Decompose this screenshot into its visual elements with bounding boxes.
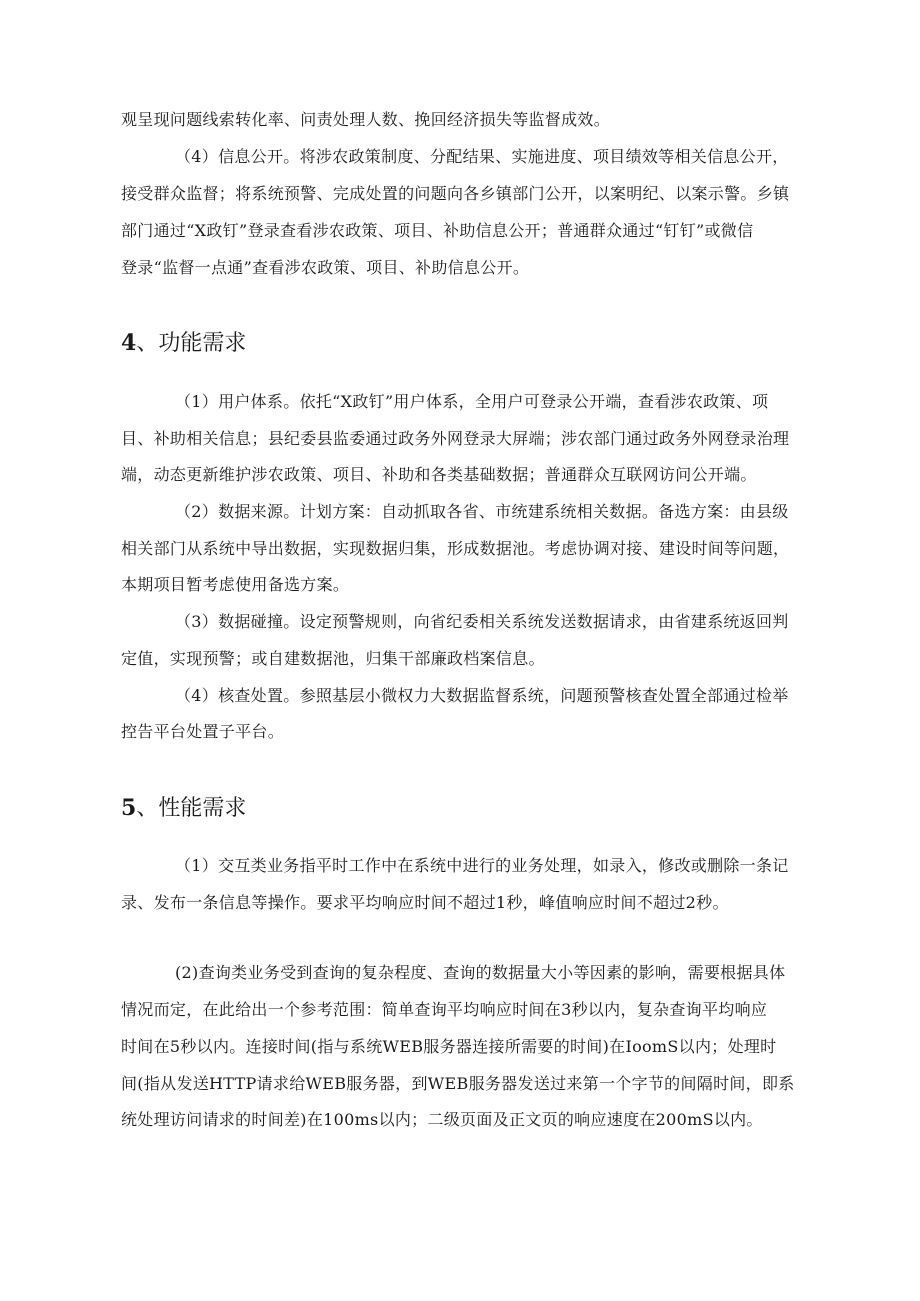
paragraph-line: （4）信息公开。将涉农政策制度、分配结果、实施进度、项目绩效等相关信息公开， (175, 147, 789, 166)
section-title: 、功能需求 (136, 331, 247, 356)
section-title: 、性能需求 (136, 796, 247, 821)
paragraph-line: 部门通过“X政钉”登录查看涉农政策、项目、补助信息公开；普通群众通过“钉钉”或微信 (121, 221, 754, 240)
section-heading-4 (121, 329, 246, 358)
paragraph-line: 统处理访问请求的时间差)在100ms以内；二级页面及正文页的响应速度在200mS以内。 (121, 1110, 763, 1129)
paragraph-line: （2）数据来源。计划方案：自动抓取各省、市统建系统相关数据。备选方案：由县级 (175, 502, 789, 521)
section-number: 4 (121, 330, 137, 356)
paragraph-line: 时间在5秒以内。连接时间(指与系统WEB服务器连接所需要的时间)在IoomS以内；处理时 (121, 1037, 777, 1056)
paragraph-line: (2)查询类业务受到查询的复杂程度、查询的数据量大小等因素的影响，需要根据具体 (175, 963, 786, 982)
paragraph-line: 本期项目暂考虑使用备选方案。 (121, 575, 350, 594)
paragraph-line: 端，动态更新维护涉农政策、项目、补助和各类基础数据；普通群众互联网访问公开端。 (121, 465, 757, 484)
paragraph-line: （1）交互类业务指平时工作中在系统中进行的业务处理，如录入，修改或删除一条记 (175, 856, 789, 875)
paragraph-line: 相关部门从系统中导出数据，实现数据归集，形成数据池。考虑协调对接、建设时间等问题， (121, 539, 790, 558)
paragraph-line: 情况而定，在此给出一个参考范围：简单查询平均响应时间在3秒以内，复杂查询平均响应 (121, 1000, 768, 1019)
paragraph-line: 接受群众监督；将系统预警、完成处置的问题向各乡镇部门公开，以案明纪、以案示警。乡镇 (121, 184, 790, 203)
section-number: 5 (121, 795, 137, 821)
paragraph-line: （3）数据碰撞。设定预警规则，向省纪委相关系统发送数据请求，由省建系统返回判 (175, 612, 789, 631)
paragraph-line: 观呈现问题线索转化率、问责处理人数、挽回经济损失等监督成效。 (121, 110, 611, 129)
paragraph-line: （4）核查处置。参照基层小微权力大数据监督系统，问题预警核查处置全部通过检举 (175, 686, 789, 705)
paragraph-line: 定值，实现预警；或自建数据池，归集干部廉政档案信息。 (121, 649, 545, 668)
paragraph-line: （1）用户体系。依托“X政钉”用户体系，全用户可登录公开端，查看涉农政策、项 (175, 392, 769, 411)
section-heading-5 (121, 794, 246, 823)
paragraph-line: 控告平台处置子平台。 (121, 722, 285, 741)
paragraph-line: 目、补助相关信息；县纪委县监委通过政务外网登录大屏端；涉农部门通过政务外网登录治理 (121, 429, 790, 448)
paragraph-line: 登录“监督一点通”查看涉农政策、项目、补助信息公开。 (121, 258, 530, 277)
paragraph-line: 间(指从发送HTTP请求给WEB服务器，到WEB服务器发送过来第一个字节的间隔时间，即系 (121, 1074, 795, 1093)
paragraph-line: 录、发布一条信息等操作。要求平均响应时间不超过1秒，峰值响应时间不超过2秒。 (121, 893, 729, 912)
